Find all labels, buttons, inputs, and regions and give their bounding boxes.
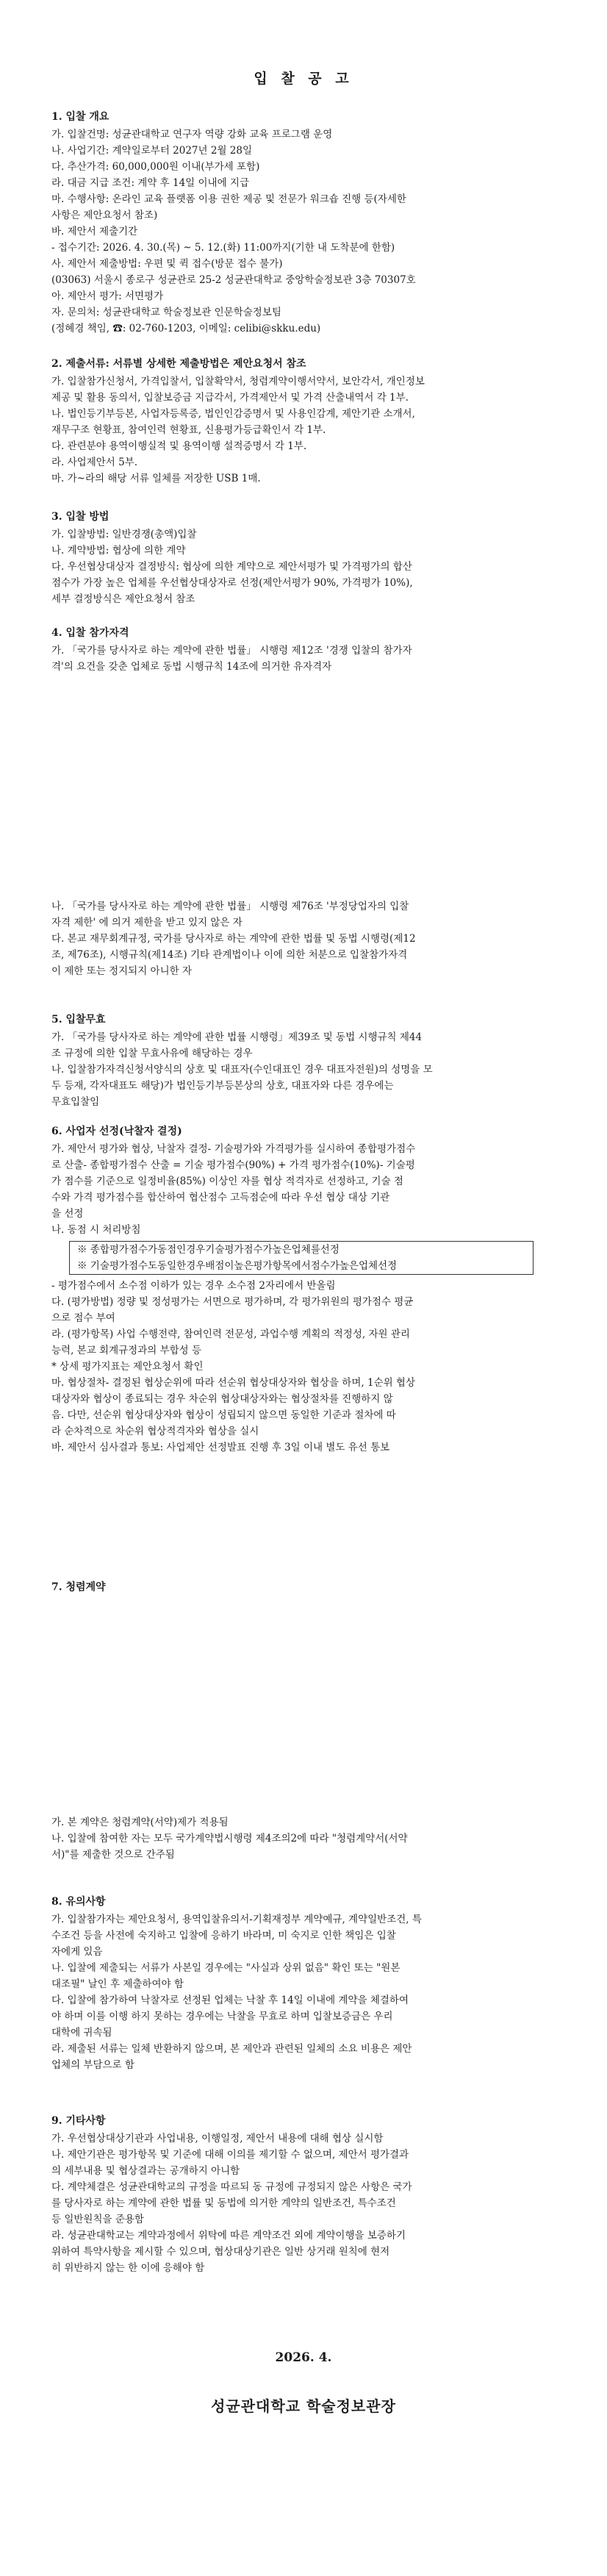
list-item: 다. 우선협상대상자 결정방식: 협상에 의한 계약으로 제안서평가 및 가격평가의 합산 bbox=[51, 561, 412, 573]
list-item: - 접수기간: 2026. 4. 30.(목) ~ 5. 12.(화) 11:00까지(기한 내 도착분에 한함) bbox=[51, 242, 395, 254]
list-item: 나. 「국가를 당사자로 하는 계약에 관한 법률」 시행령 제76조 '부정당업자의 입찰 bbox=[51, 901, 409, 912]
document-title: 입 찰 공 고 bbox=[254, 71, 353, 87]
list-item: 으로 점수 부여 bbox=[51, 1312, 115, 1324]
list-item: 재무구조 현황표, 참여인력 현황표, 신용평가등급확인서 각 1부. bbox=[51, 424, 326, 436]
tie-rule-line: ※ 종합평가점수가동점인경우기술평가점수가높은업체를선정 bbox=[77, 1244, 340, 1256]
list-item: 수와 가격 평가점수를 합산하여 협산점수 고득점순에 따라 우선 협상 대상 기관 bbox=[51, 1192, 390, 1203]
list-item: 격'의 요건을 갖춘 업체로 동법 시행규칙 14조에 의거한 유자격자 bbox=[51, 661, 332, 673]
list-item: 서)"를 제출한 것으로 간주됨 bbox=[51, 1849, 175, 1861]
list-item: 를 당사자로 하는 계약에 관한 법률 및 동법에 의거한 계약의 일반조건, 특수조건 bbox=[51, 2197, 396, 2209]
list-item: * 상세 평가지표는 제안요청서 확인 bbox=[51, 1361, 204, 1373]
list-item: 가. 본 계약은 청렴계약(서약)제가 적용됨 bbox=[51, 1817, 229, 1828]
list-item: 다. (평가방법) 정량 및 정성평가는 서면으로 평가하며, 각 평가위원의 평가점수 평균 bbox=[51, 1296, 414, 1308]
list-item: 다. 계약체결은 성균관대학교의 규정을 따르되 동 규정에 규정되지 않은 사항은 국가 bbox=[51, 2181, 412, 2193]
list-item: 마. 협상절차- 결정된 협상순위에 따라 선순위 협상대상자와 협상을 하며, 1순위 협상 bbox=[51, 1377, 415, 1389]
list-item: 업체의 부담으로 함 bbox=[51, 2059, 134, 2071]
eligibility-list-continued bbox=[51, 898, 566, 979]
issuer-signature: 성균관대학교 학술정보관장 bbox=[211, 2397, 396, 2415]
section-eligibility-continued bbox=[51, 898, 566, 979]
list-item: 대조필" 날인 후 제출하여야 함 bbox=[51, 1978, 184, 1990]
list-item: 점수가 가장 높은 업체를 우선협상대상자로 선정(제안서평가 90%, 가격평가 10%), bbox=[51, 577, 413, 589]
section-title: 7. 청렴계약 bbox=[51, 1581, 106, 1593]
list-item: 가. 우선협상대상기관과 사업내용, 이행일정, 제안서 내용에 대해 협상 실시함 bbox=[51, 2133, 384, 2144]
list-item: 바. 제안서 심사결과 통보: 사업제안 선정발표 진행 후 3일 이내 별도 유선 통보 bbox=[51, 1442, 390, 1453]
section-misc bbox=[51, 2113, 566, 2276]
list-item: 능력, 본교 회계규정과의 부합성 등 bbox=[51, 1345, 202, 1356]
section-documents bbox=[51, 356, 566, 487]
list-item: 라. 제출된 서류는 일체 반환하지 않으며, 본 제안과 관련된 일체의 소요 비용은 제안 bbox=[51, 2043, 412, 2055]
list-item: 나. 입찰에 참여한 자는 모두 국가계약법시행령 제4조의2에 따라 "청렴계약서(서약 bbox=[51, 1833, 408, 1845]
misc-list bbox=[51, 2130, 566, 2276]
list-item: 의 세부내용 및 협상결과는 공개하지 아니함 bbox=[51, 2165, 240, 2177]
section-title: 5. 입찰무효 bbox=[51, 1014, 106, 1026]
list-item: 대학에 귀속됨 bbox=[51, 2027, 112, 2039]
section-invalid-bids bbox=[51, 1012, 566, 1110]
section-title: 6. 사업자 선정(낙찰자 결정) bbox=[51, 1126, 182, 1137]
list-item: 다. 관련분야 용역이행실적 및 용역이행 설적증명서 각 1부. bbox=[51, 440, 307, 452]
list-item: 자. 문의처: 성균관대학교 학술정보관 인문학술정보팀 bbox=[51, 307, 281, 318]
list-item: 마. 수행사항: 온라인 교육 플랫폼 이용 권한 제공 및 전문가 워크숍 진행 등(자세한 bbox=[51, 193, 406, 205]
list-item: 나. 법인등기부등본, 사업자등록증, 법인인감증명서 및 사용인감계, 제안기관 소개서, bbox=[51, 408, 415, 420]
section-integrity-contract-items bbox=[51, 1814, 566, 1863]
list-item: 을 선정 bbox=[51, 1208, 84, 1220]
list-item: (정혜경 책임, ☎: 02-760-1203, 이메일: celibi@skku.edu) bbox=[51, 323, 321, 334]
section-title: 8. 유의사항 bbox=[51, 1896, 106, 1908]
bid-method-list bbox=[51, 526, 566, 607]
list-item: 라 순차적으로 차순위 협상적격자와 협상을 실시 bbox=[51, 1425, 259, 1437]
list-item: 가. 입찰방법: 일반경쟁(총액)입찰 bbox=[51, 529, 197, 540]
invalid-bids-list bbox=[51, 1029, 566, 1110]
list-item: 다. 입찰에 참가하여 낙찰자로 선정된 업체는 낙찰 후 14일 이내에 계약을 체결하여 bbox=[51, 1994, 409, 2006]
list-item: 라. 사업제안서 5부. bbox=[51, 457, 138, 468]
list-item: 제공 및 활용 동의서, 입찰보증금 지급각서, 가격제안서 및 가격 산출내역서 각 1부. bbox=[51, 392, 409, 404]
list-item: 위하여 특약사항을 제시할 수 있으며, 협상대상기관은 일반 상거래 원칙에 현저 bbox=[51, 2246, 390, 2258]
list-item: - 평가점수에서 소수점 이하가 있는 경우 소수점 2자리에서 반올림 bbox=[51, 1280, 336, 1292]
list-item: 아. 제안서 평가: 서면평가 bbox=[51, 290, 164, 302]
list-item: 나. 입찰참가자격신청서양식의 상호 및 대표자(수인대표인 경우 대표자전원)의 성명을 모 bbox=[51, 1064, 433, 1076]
integrity-list bbox=[51, 1814, 566, 1863]
section-notes bbox=[51, 1894, 566, 2073]
section-title: 1. 입찰 개요 bbox=[51, 111, 109, 123]
list-item: 마. 가~라의 해당 서류 일체를 저장한 USB 1매. bbox=[51, 473, 261, 484]
section-integrity-contract bbox=[51, 1579, 566, 1597]
list-item: 무효입찰임 bbox=[51, 1096, 100, 1108]
section-title: 2. 제출서류: 서류별 상세한 제출방법은 제안요청서 참조 bbox=[51, 358, 306, 370]
section-title: 9. 기타사항 bbox=[51, 2115, 106, 2127]
list-item: 이 제한 또는 정지되지 아니한 자 bbox=[51, 965, 192, 977]
list-item: 나. 계약방법: 협상에 의한 계약 bbox=[51, 545, 186, 557]
list-item: 가. 「국가를 당사자로 하는 계약에 관한 법률 시행령」제39조 및 동법 시행규칙 제44 bbox=[51, 1031, 423, 1043]
tie-rule-box bbox=[69, 1241, 534, 1275]
list-item: 사. 제안서 제출방법: 우편 및 퀵 접수(방문 접수 불가) bbox=[51, 258, 283, 270]
list-item: 가. 입찰참가신청서, 가격입찰서, 입찰확약서, 청렴계약이행서약서, 보안각서, 개인정보 bbox=[51, 376, 425, 387]
section-selection bbox=[51, 1123, 566, 1456]
list-item: (03063) 서울시 종로구 성균관로 25-2 성균관대학교 중앙학술정보관 3층 70307호 bbox=[51, 274, 416, 286]
list-item: 조 규정에 의한 입찰 무효사유에 해당하는 경우 bbox=[51, 1048, 253, 1059]
section-bid-method bbox=[51, 509, 566, 607]
list-item: 두 등재, 각자대표도 해당)가 법인등기부등본상의 상호, 대표자와 다른 경우에는 bbox=[51, 1080, 394, 1092]
section-eligibility bbox=[51, 625, 566, 675]
list-item: 나. 동점 시 처리방침 bbox=[51, 1224, 141, 1236]
notes-list bbox=[51, 1911, 566, 2073]
list-item: 가. 입찰건명: 성균관대학교 연구자 역량 강화 교육 프로그램 운영 bbox=[51, 129, 333, 140]
selection-list-continued bbox=[51, 1278, 566, 1456]
section-title: 4. 입찰 참가자격 bbox=[51, 627, 129, 639]
list-item: 대상자와 협상이 종료되는 경우 차순위 협상대상자와는 협상절차를 진행하지 않 bbox=[51, 1393, 393, 1405]
tie-rule-line: ※ 기술평가점수도동일한경우배점이높은평가항목에서점수가높은업체선정 bbox=[77, 1260, 398, 1272]
list-item: 야 하며 이를 이행 하지 못하는 경우에는 낙찰을 무효로 하며 입찰보증금은 우리 bbox=[51, 2011, 393, 2022]
documents-list bbox=[51, 373, 566, 487]
section-title: 3. 입찰 방법 bbox=[51, 511, 109, 523]
list-item: 다. 추산가격: 60,000,000원 이내(부가세 포함) bbox=[51, 161, 260, 173]
list-item: 자격 제한' 에 의거 제한을 받고 있지 않은 자 bbox=[51, 917, 243, 929]
selection-list bbox=[51, 1141, 566, 1238]
list-item: 사항은 제안요청서 참조) bbox=[51, 210, 158, 221]
announcement-date: 2026. 4. bbox=[275, 2350, 332, 2365]
list-item: 수조건 등을 사전에 숙지하고 입찰에 응하기 바라며, 미 숙지로 인한 책임은 입찰 bbox=[51, 1930, 396, 1942]
list-item: 다. 본교 재무회계규정, 국가를 당사자로 하는 계약에 관한 법률 및 동법 시행령(제12 bbox=[51, 933, 416, 945]
list-item: 나. 입찰에 제출되는 서류가 사본일 경우에는 "사실과 상위 없음" 확인 또는 "원본 bbox=[51, 1962, 401, 1974]
list-item: 가. 입찰참가자는 제안요청서, 용역입찰유의서-기획재정부 계약예규, 계약일반조건, 특 bbox=[51, 1914, 422, 1925]
list-item: 바. 제안서 제출기간 bbox=[51, 226, 138, 237]
list-item: 자에게 있음 bbox=[51, 1946, 103, 1958]
list-item: 가. 「국가를 당사자로 하는 계약에 관한 법률」 시행령 제12조 '경쟁 입찰의 참가자 bbox=[51, 645, 412, 656]
list-item: 조, 제76조), 시행규칙(제14조) 기타 관계법이나 이에 의한 처분으로 입찰참가자격 bbox=[51, 949, 408, 961]
list-item: 라. 대금 지급 조건: 계약 후 14일 이내에 지급 bbox=[51, 177, 250, 189]
list-item: 나. 제안기관은 평가항목 및 기준에 대해 이의를 제기할 수 없으며, 제안서 평가결과 bbox=[51, 2149, 409, 2161]
list-item: 히 위반하지 않는 한 이에 응해야 함 bbox=[51, 2262, 205, 2274]
list-item: 가. 제안서 평가와 협상, 낙찰자 결정- 기술평가와 가격평가를 실시하여 종합평가점수 bbox=[51, 1143, 416, 1155]
list-item: 음. 다만, 선순위 협상대상자와 협상이 성립되지 않으면 동일한 기준과 절차에 따 bbox=[51, 1409, 396, 1421]
list-item: 라. (평가항목) 사업 수행전략, 참여인력 전문성, 과업수행 계획의 적정성, 자원 관리 bbox=[51, 1328, 410, 1340]
list-item: 라. 성균관대학교는 계약과정에서 위탁에 따른 계약조건 외에 계약이행을 보증하기 bbox=[51, 2230, 406, 2242]
eligibility-list bbox=[51, 643, 566, 675]
list-item: 등 일반원칙을 준용함 bbox=[51, 2214, 144, 2225]
section-overview bbox=[51, 109, 566, 337]
list-item: 가 점수를 기준으로 일정비율(85%) 이상인 자를 협상 적격자로 선정하고, 기술 점 bbox=[51, 1176, 403, 1187]
overview-list bbox=[51, 126, 566, 337]
list-item: 나. 사업기간: 계약일로부터 2027년 2월 28일 bbox=[51, 145, 252, 157]
list-item: 로 산출- 종합평가점수 산출 = 기술 평가점수(90%) + 가격 평가점수(10%)- 기술평 bbox=[51, 1159, 415, 1171]
list-item: 세부 결정방식은 제안요청서 참조 bbox=[51, 593, 195, 605]
